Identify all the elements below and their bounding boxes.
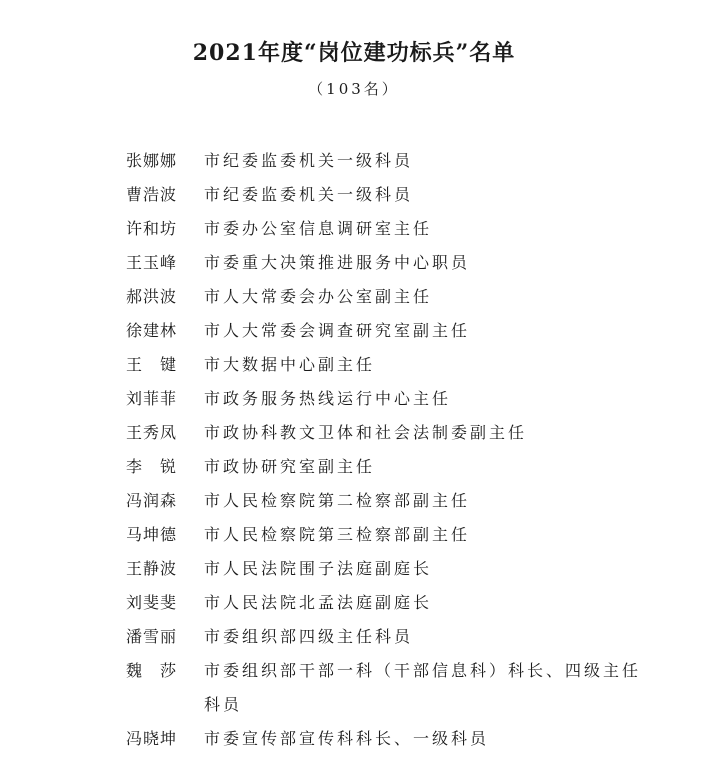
list-item xyxy=(126,246,646,280)
honoree-name: 王玉峰 xyxy=(126,253,178,272)
honoree-position: 市委组织部四级主任科员 xyxy=(204,627,414,646)
list-item xyxy=(126,382,646,416)
honoree-position: 市纪委监委机关一级科员 xyxy=(204,185,414,204)
honoree-position: 市委宣传部宣传科科长、一级科员 xyxy=(204,729,490,748)
honoree-position: 市政务服务热线运行中心主任 xyxy=(204,389,452,408)
honoree-position: 市政协科教文卫体和社会法制委副主任 xyxy=(204,423,528,442)
list-item xyxy=(126,212,646,246)
list-item xyxy=(126,484,646,518)
honoree-position: 市纪委监委机关一级科员 xyxy=(204,151,414,170)
honoree-name: 马坤德 xyxy=(126,525,178,544)
list-item xyxy=(126,280,646,314)
list-item xyxy=(126,722,646,756)
list-item xyxy=(126,518,646,552)
honoree-position: 市委组织部干部一科（干部信息科）科长、四级主任科员 xyxy=(204,661,642,714)
list-item xyxy=(126,144,646,178)
honoree-name: 潘雪丽 xyxy=(126,627,178,646)
honoree-position: 市人民法院围子法庭副庭长 xyxy=(204,559,433,578)
honoree-name: 刘斐斐 xyxy=(126,593,178,612)
list-item xyxy=(126,450,646,484)
honoree-name: 魏 莎 xyxy=(126,661,178,680)
honoree-position: 市人民检察院第二检察部副主任 xyxy=(204,491,471,510)
list-item xyxy=(126,552,646,586)
honoree-name: 徐建林 xyxy=(126,321,178,340)
list-item xyxy=(126,348,646,382)
honoree-position: 市人大常委会调查研究室副主任 xyxy=(204,321,471,340)
honoree-name: 冯晓坤 xyxy=(126,729,178,748)
honoree-list xyxy=(126,144,646,756)
honoree-name: 许和坊 xyxy=(126,219,178,238)
honoree-position: 市人民检察院第三检察部副主任 xyxy=(204,525,471,544)
list-item xyxy=(126,654,646,722)
document-title: 2021年度“岗位建功标兵”名单 xyxy=(192,40,516,66)
honoree-position: 市委办公室信息调研室主任 xyxy=(204,219,433,238)
honoree-name: 李 锐 xyxy=(126,457,178,476)
honoree-position: 市人民法院北孟法庭副庭长 xyxy=(204,593,433,612)
honoree-name: 冯润森 xyxy=(126,491,178,510)
list-item xyxy=(126,416,646,450)
list-item xyxy=(126,314,646,348)
honoree-name: 王秀凤 xyxy=(126,423,178,442)
document-count: （103名） xyxy=(308,80,400,98)
honoree-name: 郝洪波 xyxy=(126,287,178,306)
list-item xyxy=(126,620,646,654)
honoree-position: 市委重大决策推进服务中心职员 xyxy=(204,253,471,272)
honoree-position: 市政协研究室副主任 xyxy=(204,457,376,476)
honoree-position: 市大数据中心副主任 xyxy=(204,355,376,374)
honoree-name: 刘菲菲 xyxy=(126,389,178,408)
list-item xyxy=(126,586,646,620)
honoree-name: 王静波 xyxy=(126,559,178,578)
honoree-position: 市人大常委会办公室副主任 xyxy=(204,287,433,306)
honoree-name: 曹浩波 xyxy=(126,185,178,204)
honoree-name: 张娜娜 xyxy=(126,151,178,170)
list-item xyxy=(126,178,646,212)
honoree-name: 王 键 xyxy=(126,355,178,374)
